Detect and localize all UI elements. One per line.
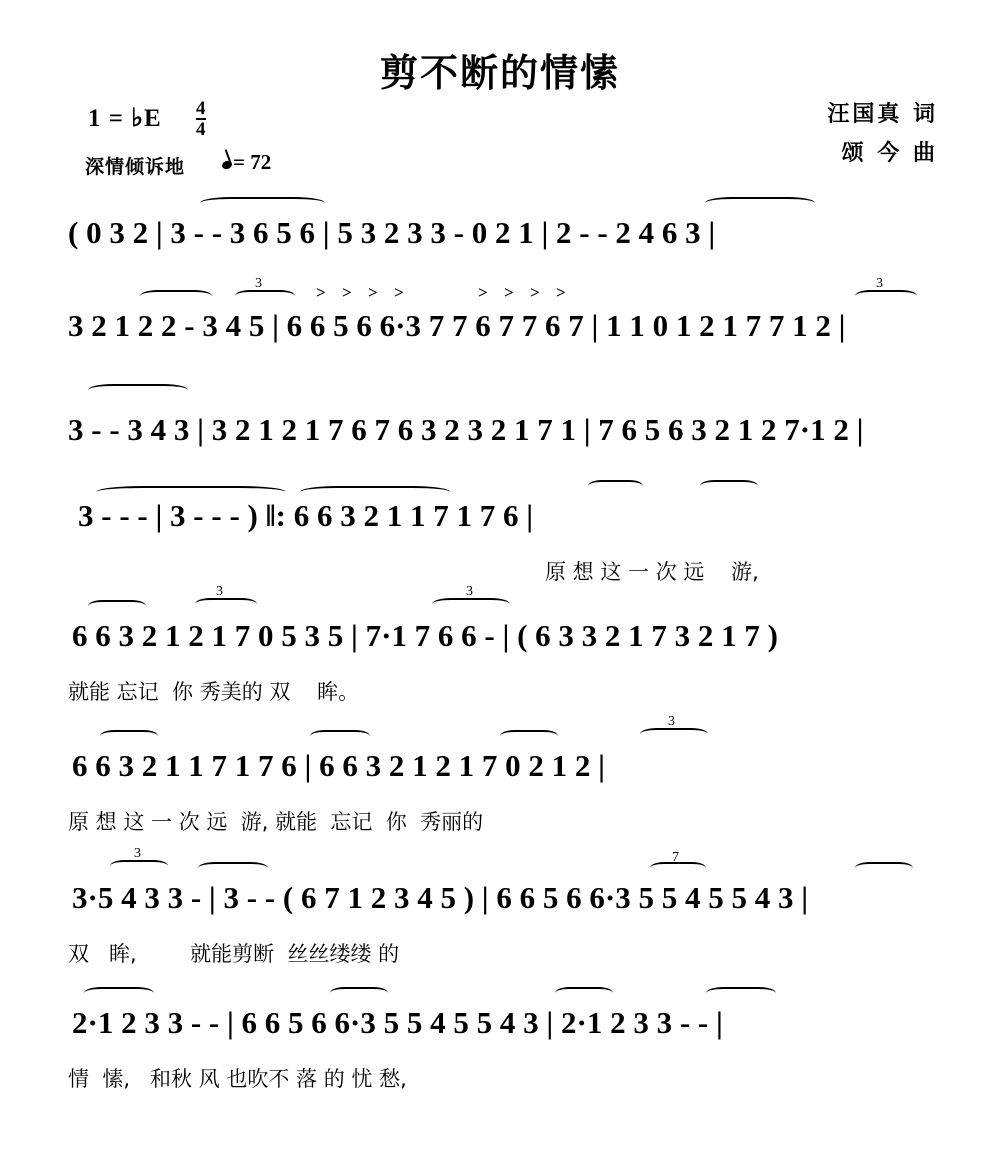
slur	[235, 290, 295, 302]
slur	[198, 862, 268, 874]
credits	[827, 96, 938, 173]
slur	[84, 987, 154, 999]
slur	[705, 197, 815, 209]
time-signature	[196, 99, 206, 139]
system-6-notes: 6 6 3 2 1 1 7 1 7 6 | 6 6 3 2 1 2 1 7 0 2 1 2 |	[72, 748, 605, 783]
triplet-mark: 3	[255, 276, 262, 291]
lyricist-credit: 汪国真 词	[827, 102, 938, 127]
accent-mark: >	[394, 283, 404, 302]
triplet-mark: 3	[876, 276, 883, 291]
slur	[555, 987, 613, 999]
slur	[200, 197, 325, 209]
slur	[330, 987, 388, 999]
tempo-mark	[222, 150, 271, 175]
tempo-value: = 72	[233, 150, 272, 174]
accent-mark: >	[368, 283, 378, 302]
slur	[140, 290, 212, 302]
system-7-notes: 3·5 4 3 3 - | 3 - - ( 6 7 1 2 3 4 5 ) | 6 6 5 6 6·3 5 5 4 5 5 4 3 |	[72, 880, 809, 915]
slur	[855, 862, 913, 874]
slur	[855, 290, 917, 302]
slur	[706, 987, 776, 999]
slur	[88, 600, 146, 612]
triplet-mark: 3	[134, 846, 141, 861]
accent-mark: >	[316, 283, 326, 302]
slur	[650, 862, 706, 874]
system-6-lyrics: 原 想 这 一 次 远 游, 就能 忘记 你 秀丽的	[68, 810, 484, 834]
key-signature-text: 1 = ♭E	[88, 105, 162, 132]
system-4-lyrics: 原 想 这 一 次 远 游,	[545, 560, 759, 584]
system-2-notes: 3 2 1 2 2 - 3 4 5 | 6 6 5 6 6·3 7 7 6 7 7 6 7 | 1 1 0 1 2 1 7 7 1 2 |	[68, 308, 846, 343]
page-title: 剪不断的情愫	[379, 51, 620, 95]
triplet-mark: 3	[216, 584, 223, 599]
time-signature-denominator: 4	[196, 119, 206, 140]
slur	[588, 480, 643, 492]
slur	[300, 486, 450, 498]
system-8-lyrics: 情 愫, 和秋 风 也吹不 落 的 忧 愁,	[68, 1067, 407, 1091]
expression-mark: 深情倾诉地	[85, 156, 186, 178]
slur	[310, 730, 370, 742]
system-1-notes: ( 0 3 2 | 3 - - 3 6 5 6 | 5 3 2 3 3 - 0 2 1 | 2 - - 2 4 6 3 |	[68, 215, 716, 250]
system-8-notes: 2·1 2 3 3 - - | 6 6 5 6 6·3 5 5 4 5 5 4 3 | 2·1 2 3 3 - - |	[72, 1005, 723, 1040]
accent-mark: >	[342, 283, 352, 302]
slur	[88, 384, 188, 396]
triplet-mark: 3	[466, 584, 473, 599]
quarter-note-icon	[221, 160, 233, 171]
key-signature	[88, 103, 162, 133]
time-signature-numerator: 4	[196, 98, 206, 119]
slur	[195, 598, 257, 610]
accent-mark: >	[556, 283, 566, 302]
accent-mark: >	[478, 283, 488, 302]
slur	[500, 730, 558, 742]
system-5-lyrics: 就能 忘记 你 秀美的 双 眸。	[68, 680, 360, 704]
triplet-mark: 3	[668, 714, 675, 729]
slur	[100, 730, 158, 742]
accent-mark: >	[530, 283, 540, 302]
system-5-notes: 6 6 3 2 1 2 1 7 0 5 3 5 | 7·1 7 6 6 - | ( 6 3 3 2 1 7 3 2 1 7 )	[72, 618, 778, 653]
slur	[700, 480, 758, 492]
slur	[96, 486, 286, 498]
system-7-lyrics: 双 眸, 就能剪断 丝丝缕缕 的	[68, 942, 400, 966]
triplet-mark: 7	[672, 850, 679, 865]
accent-mark: >	[504, 283, 514, 302]
composer-credit: 颂 今 曲	[841, 140, 938, 166]
system-3-notes: 3 - - 3 4 3 | 3 2 1 2 1 7 6 7 6 3 2 3 2 1 7 1 | 7 6 5 6 3 2 1 2 7·1 2 |	[68, 412, 864, 447]
system-4-notes: 3 - - - | 3 - - - ) ‖: 6 6 3 2 1 1 7 1 7 6 |	[78, 498, 534, 533]
